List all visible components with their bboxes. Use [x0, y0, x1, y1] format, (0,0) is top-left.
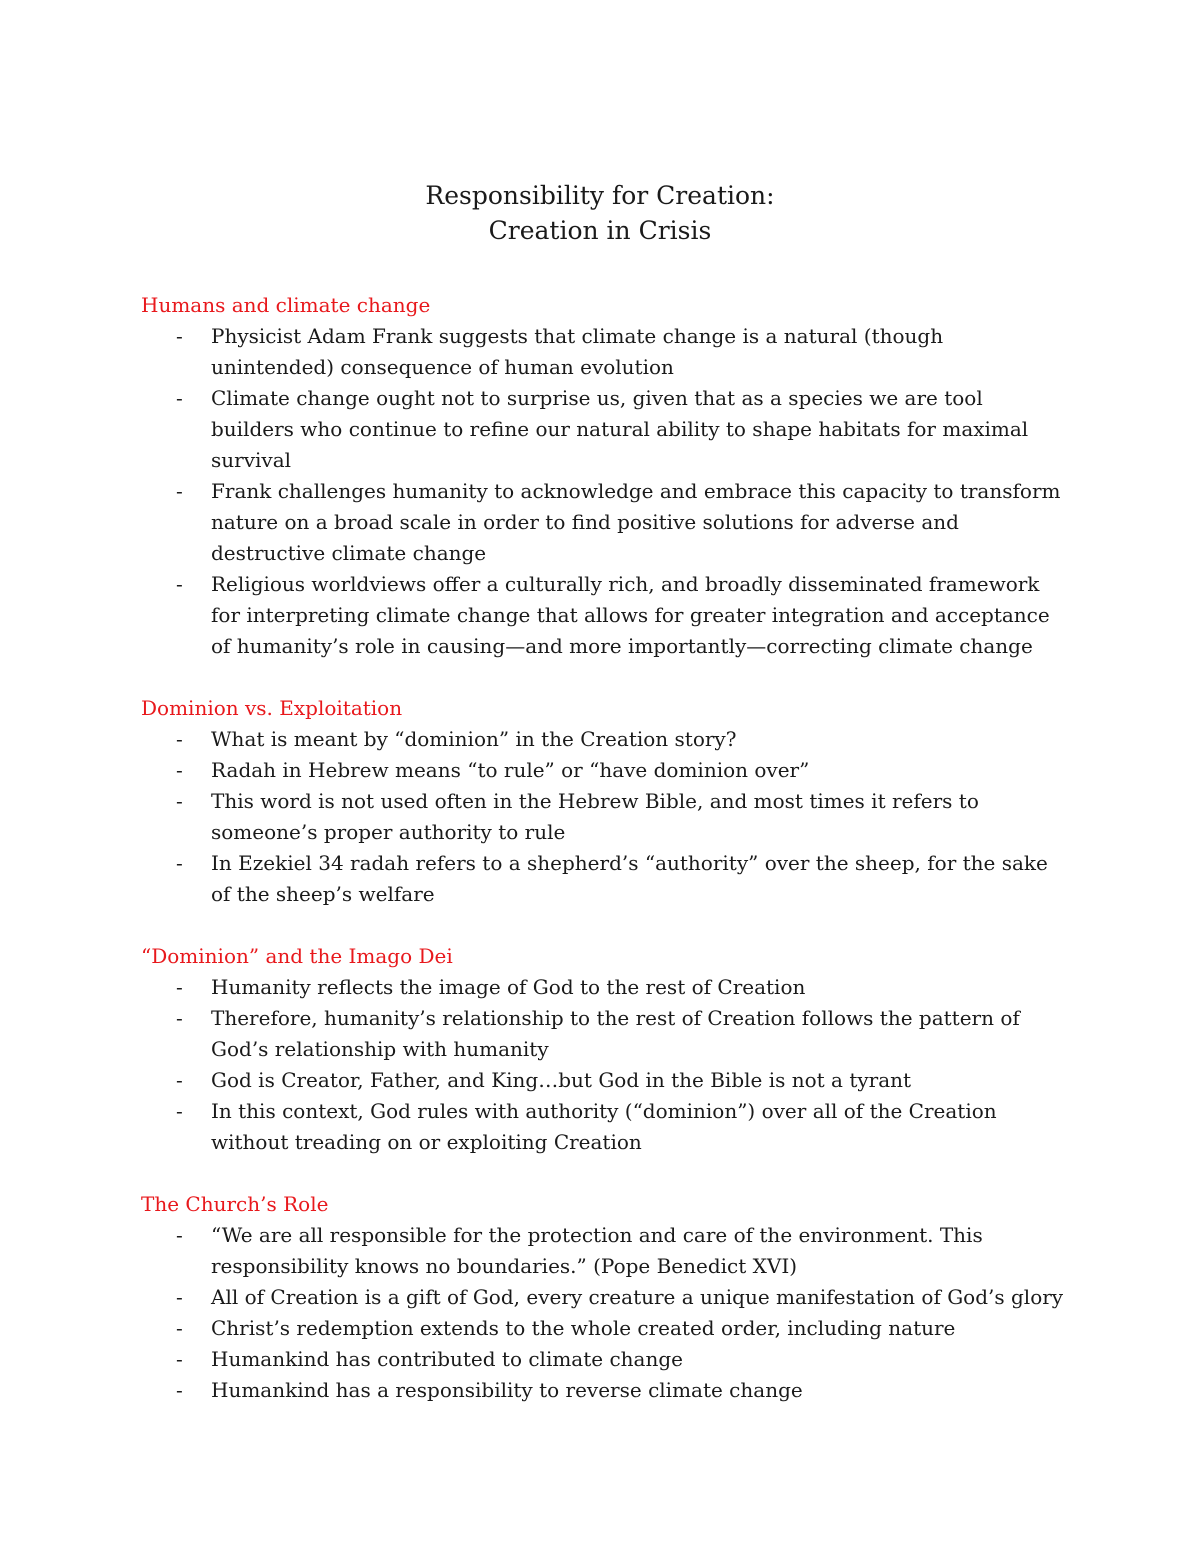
dash-bullet: - — [176, 1099, 183, 1123]
list-item-text: What is meant by “dominion” in the Creation story? — [211, 727, 737, 751]
list-item — [141, 1065, 1071, 1096]
list-item — [141, 383, 1071, 476]
section — [141, 290, 1071, 662]
dash-bullet: - — [176, 1006, 183, 1030]
dash-bullet: - — [176, 572, 183, 596]
dash-bullet: - — [176, 727, 183, 751]
dash-bullet: - — [176, 1068, 183, 1092]
dash-bullet: - — [176, 479, 183, 503]
document-title — [0, 178, 1200, 248]
list-item-text: Physicist Adam Frank suggests that climate change is a natural (though unintended) consequence of human evolution — [211, 324, 944, 379]
dash-bullet: - — [176, 386, 183, 410]
dash-bullet: - — [176, 1347, 183, 1371]
list-item-text: Therefore, humanity’s relationship to the rest of Creation follows the pattern of God’s relationship with humanity — [211, 1006, 1020, 1061]
list-item-text: Radah in Hebrew means “to rule” or “have dominion over” — [211, 758, 810, 782]
list-item-text: Frank challenges humanity to acknowledge and embrace this capacity to transform nature on a broad scale in order to find positive solutions for adverse and destructive climate change — [211, 479, 1061, 565]
list-item-text: Humankind has a responsibility to reverse climate change — [211, 1378, 803, 1402]
list-item — [141, 1375, 1071, 1406]
section-heading: Humans and climate change — [141, 293, 431, 317]
list-item-text: Christ’s redemption extends to the whole created order, including nature — [211, 1316, 956, 1340]
dash-bullet: - — [176, 758, 183, 782]
list-item — [141, 755, 1071, 786]
list-item-text: In this context, God rules with authority (“dominion”) over all of the Creation without treading on or exploiting Creation — [211, 1099, 997, 1154]
list-item-text: Religious worldviews offer a culturally rich, and broadly disseminated framework for interpreting climate change that allows for greater integration and acceptance of humanity’s role in causing—and more importantly—correcting climate change — [211, 572, 1050, 658]
list-item-text: This word is not used often in the Hebrew Bible, and most times it refers to someone’s proper authority to rule — [211, 789, 979, 844]
dash-bullet: - — [176, 1285, 183, 1309]
dash-bullet: - — [176, 789, 183, 813]
list-item-text: Humanity reflects the image of God to the rest of Creation — [211, 975, 806, 999]
dash-bullet: - — [176, 975, 183, 999]
dash-bullet: - — [176, 324, 183, 348]
dash-bullet: - — [176, 1316, 183, 1340]
list-item — [141, 476, 1071, 569]
section-heading: Dominion vs. Exploitation — [141, 696, 403, 720]
list-item — [141, 1003, 1071, 1065]
bullet-list — [141, 321, 1071, 662]
section-heading: “Dominion” and the Imago Dei — [141, 944, 453, 968]
list-item — [141, 848, 1071, 910]
list-item — [141, 321, 1071, 383]
list-item-text: Humankind has contributed to climate change — [211, 1347, 683, 1371]
list-item-text: All of Creation is a gift of God, every creature a unique manifestation of God’s glory — [211, 1285, 1064, 1309]
dash-bullet: - — [176, 851, 183, 875]
list-item — [141, 1220, 1071, 1282]
list-item — [141, 1096, 1071, 1158]
title-line-1: Responsibility for Creation: — [425, 181, 775, 210]
list-item — [141, 569, 1071, 662]
list-item — [141, 724, 1071, 755]
list-item — [141, 972, 1071, 1003]
list-item — [141, 1344, 1071, 1375]
list-item — [141, 1313, 1071, 1344]
list-item-text: “We are all responsible for the protection and care of the environment. This responsibility knows no boundaries.” (Pope Benedict XVI) — [211, 1223, 983, 1278]
list-item-text: God is Creator, Father, and King…but God in the Bible is not a tyrant — [211, 1068, 912, 1092]
bullet-list — [141, 724, 1071, 910]
section — [141, 1189, 1071, 1406]
list-item-text: In Ezekiel 34 radah refers to a shepherd’s “authority” over the sheep, for the sake of the sheep’s welfare — [211, 851, 1048, 906]
dash-bullet: - — [176, 1378, 183, 1402]
dash-bullet: - — [176, 1223, 183, 1247]
document-body — [141, 290, 1071, 1437]
bullet-list — [141, 1220, 1071, 1406]
section — [141, 693, 1071, 910]
section-heading: The Church’s Role — [141, 1192, 329, 1216]
bullet-list — [141, 972, 1071, 1158]
section — [141, 941, 1071, 1158]
list-item — [141, 1282, 1071, 1313]
title-line-2: Creation in Crisis — [488, 216, 712, 245]
list-item-text: Climate change ought not to surprise us, given that as a species we are tool builders who continue to refine our natural ability to shape habitats for maximal survival — [211, 386, 1029, 472]
list-item — [141, 786, 1071, 848]
